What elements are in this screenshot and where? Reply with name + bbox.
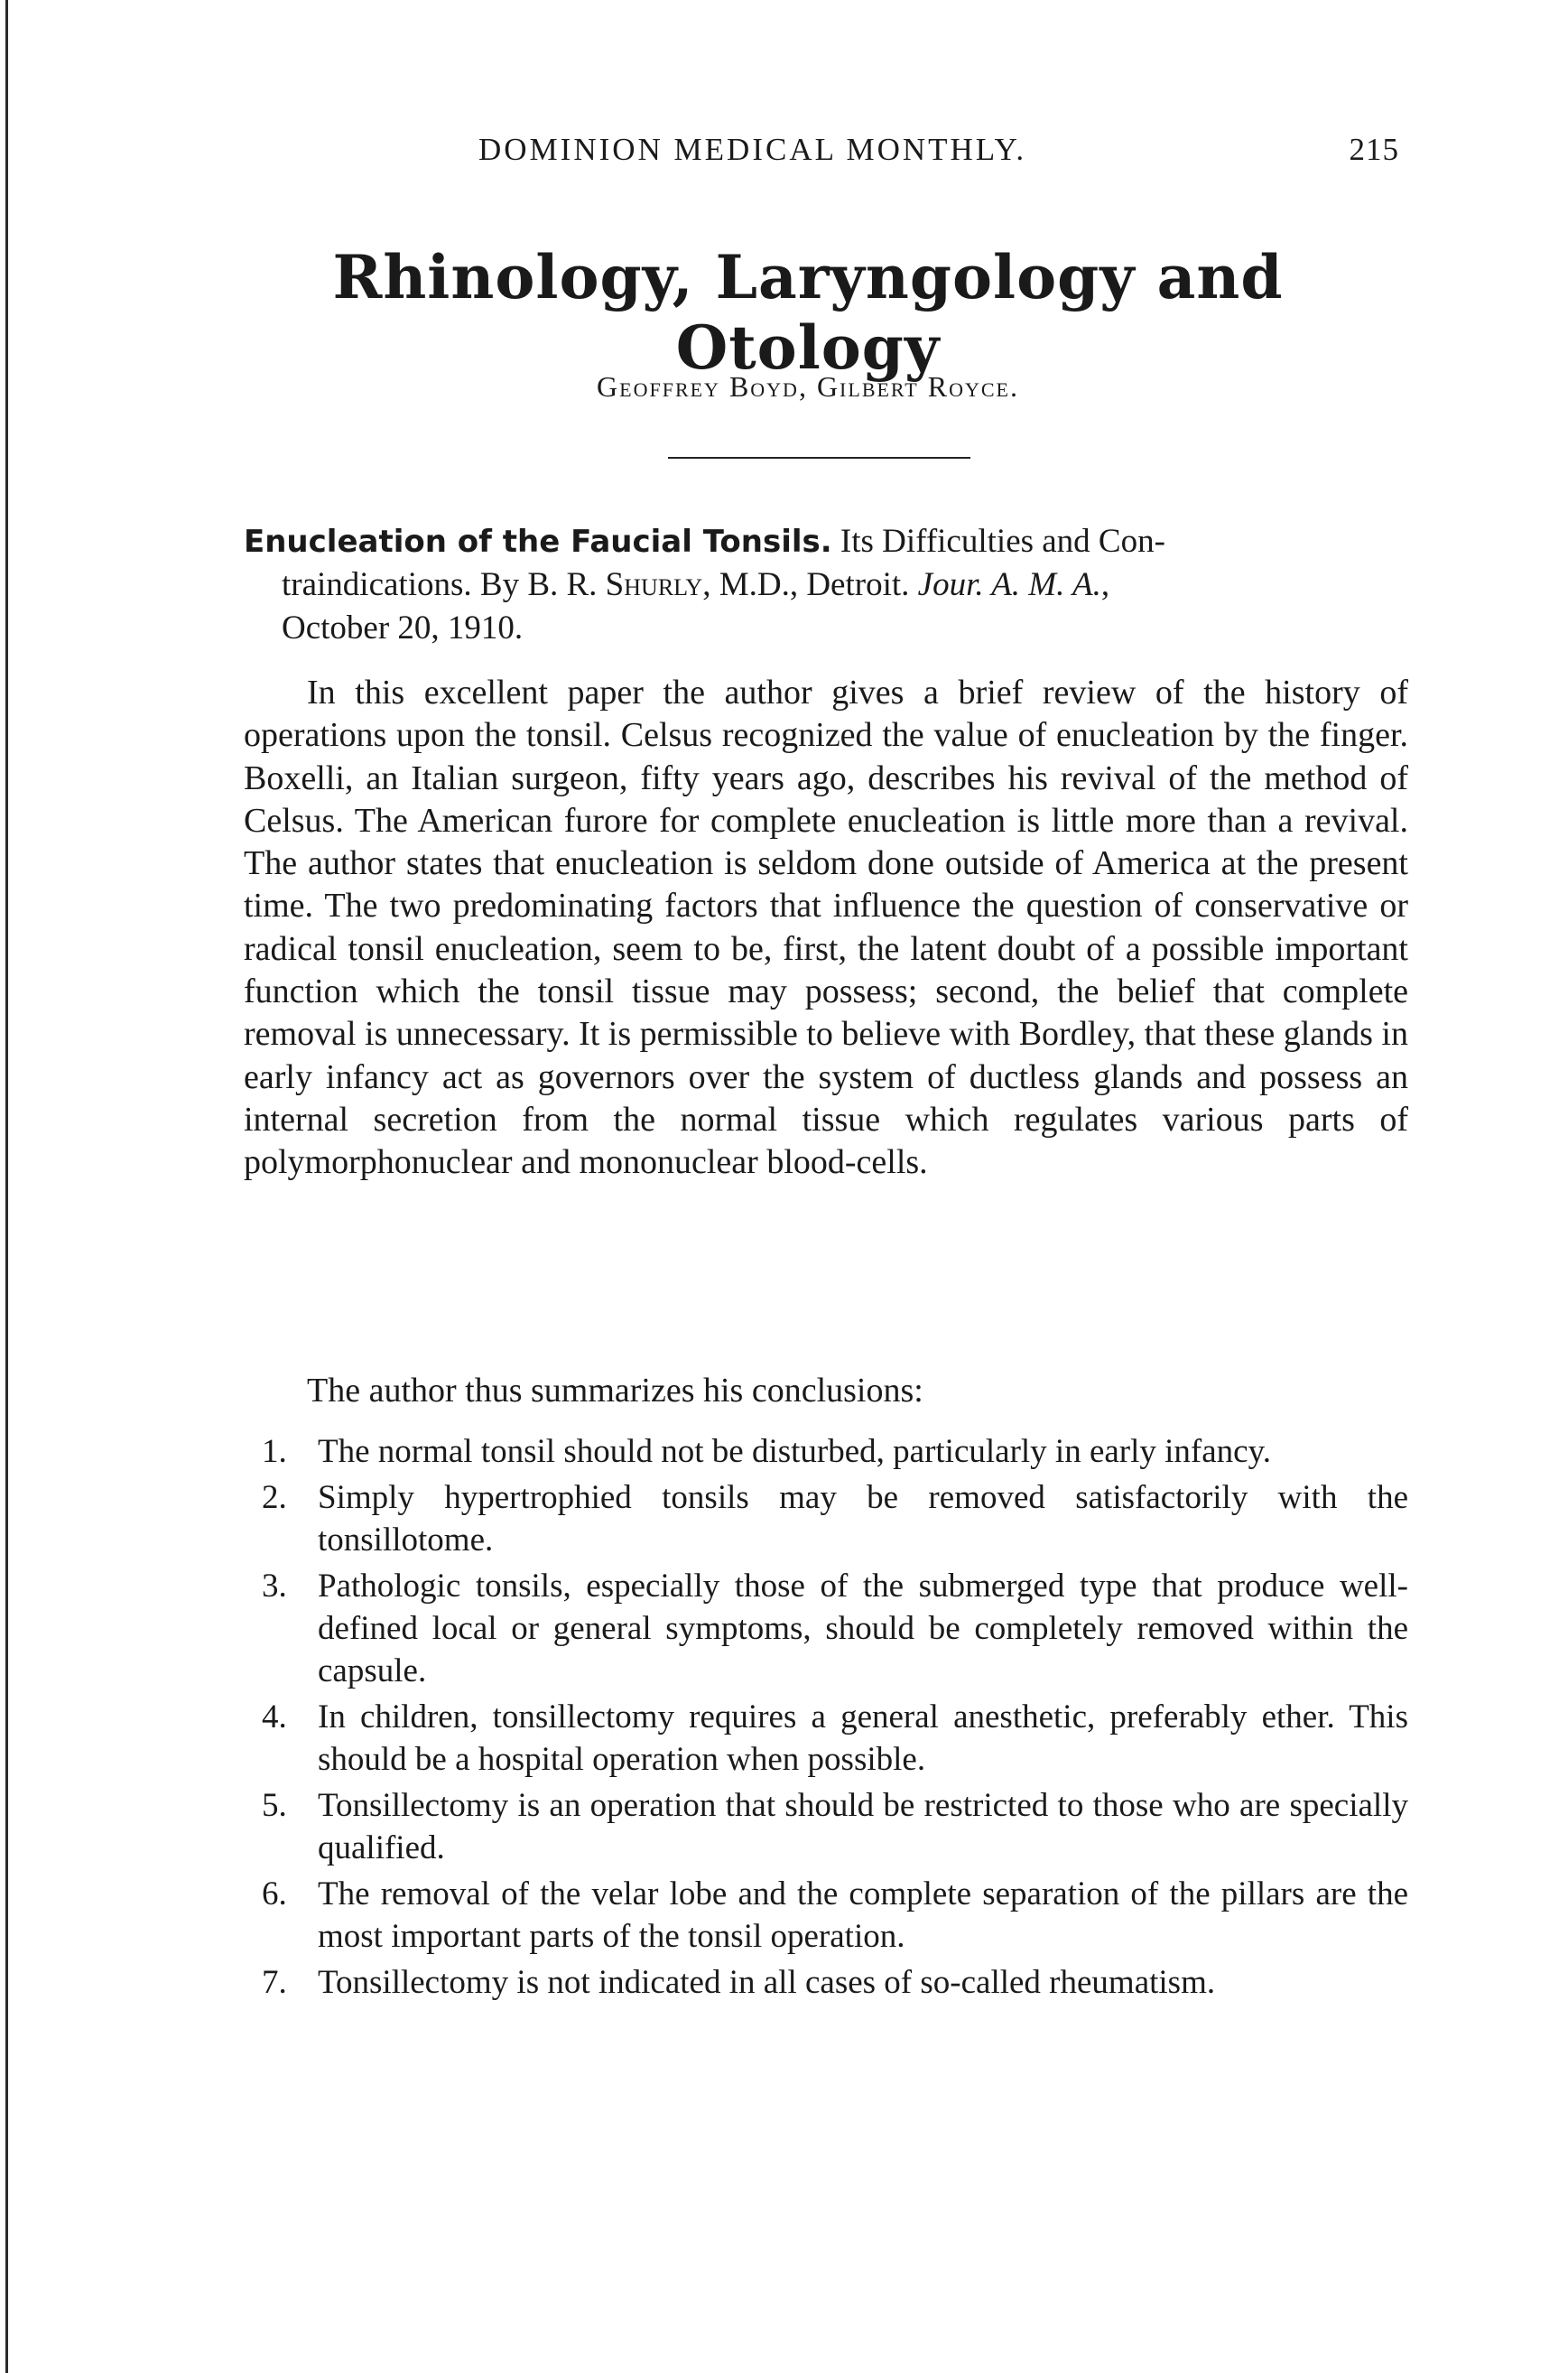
- page-number: 215: [1349, 132, 1399, 167]
- list-item-text: The normal tonsil should not be disturbed, particularly in early infancy.: [318, 1433, 1271, 1470]
- byline-by: By: [479, 566, 520, 603]
- article-subtitle-part1: Its Difficulties and Con-: [840, 523, 1165, 560]
- list-item-number: 5.: [262, 1787, 287, 1824]
- article-byline: [244, 563, 1408, 650]
- summary-intro: The author thus summarizes his conclusions:: [307, 1372, 923, 1410]
- journal-title: DOMINION MEDICAL MONTHLY.: [478, 132, 1027, 167]
- list-item: [244, 1565, 1408, 1692]
- author-suffix: , M.D., Detroit.: [702, 566, 910, 603]
- list-item-number: 1.: [262, 1433, 287, 1470]
- list-item-number: 3.: [262, 1568, 287, 1605]
- list-item-text: The removal of the velar lobe and the complete separation of the pillars are the most important parts of the tonsil operation.: [318, 1875, 1408, 1955]
- journal-suffix: ,: [1100, 566, 1110, 603]
- list-item-text: Tonsillectomy is an operation that should be restricted to those who are specially qualified.: [318, 1787, 1408, 1866]
- list-item-text: In children, tonsillectomy requires a general anesthetic, preferably ether. This should be a hospital operation when possible.: [318, 1698, 1408, 1778]
- list-item: [244, 1476, 1408, 1561]
- article-author: B. R. Shurly: [527, 566, 703, 603]
- page-edge-line: [5, 0, 8, 2373]
- article-header: [244, 520, 1408, 650]
- list-item-number: 2.: [262, 1479, 287, 1516]
- list-item-text: Pathologic tonsils, especially those of the submerged type that produce well-defined local or general symptoms, should be completely removed within the capsule.: [318, 1568, 1408, 1689]
- journal-citation: Jour. A. M. A.: [917, 566, 1101, 603]
- section-heading: Rhinology, Laryngology and Otology: [332, 242, 1284, 383]
- conclusions-list: [244, 1430, 1408, 2007]
- section-editors: Geoffrey Boyd, Gilbert Royce.: [597, 370, 1019, 403]
- body-paragraph: In this excellent paper the author gives a brief review of the history of operations upon the tonsil. Celsus recognized the value of enucleation by the finger. Boxelli, an Italian surgeon, fifty years ago, describes his revival of the method of Celsus. The American furore for complete enucleation is little more than a revival. The author states that enucleation is seldom done outside of America at the present time. The two predominating factors that influence the question of conservative or radical tonsil enucleation, seem to be, first, the latent doubt of a possible important function which the tonsil tissue may possess; second, the belief that complete removal is unnecessary. It is permissible to believe with Bordley, that these glands in early infancy act as governors over the system of ductless glands and possess an internal secretion from the normal tissue which regulates various parts of polymorphonuclear and mononuclear blood-cells.: [244, 674, 1408, 1182]
- list-item-text: Simply hypertrophied tonsils may be removed satisfactorily with the tonsillotome.: [318, 1479, 1408, 1559]
- list-item: [244, 1784, 1408, 1869]
- list-item-text: Tonsillectomy is not indicated in all cases of so-called rheumatism.: [318, 1964, 1216, 2001]
- list-item: [244, 1873, 1408, 1958]
- list-item: [244, 1961, 1408, 2004]
- list-item: [244, 1696, 1408, 1781]
- list-item-number: 7.: [262, 1964, 287, 2001]
- list-item-number: 6.: [262, 1875, 287, 1912]
- article-subtitle-part2: traindications.: [282, 566, 472, 603]
- article-date: October 20, 1910.: [282, 610, 524, 647]
- running-head: [244, 132, 1399, 172]
- divider-rule: [668, 457, 970, 459]
- list-item: [244, 1430, 1408, 1473]
- article-title: Enucleation of the Faucial Tonsils.: [244, 524, 832, 560]
- list-item-number: 4.: [262, 1698, 287, 1736]
